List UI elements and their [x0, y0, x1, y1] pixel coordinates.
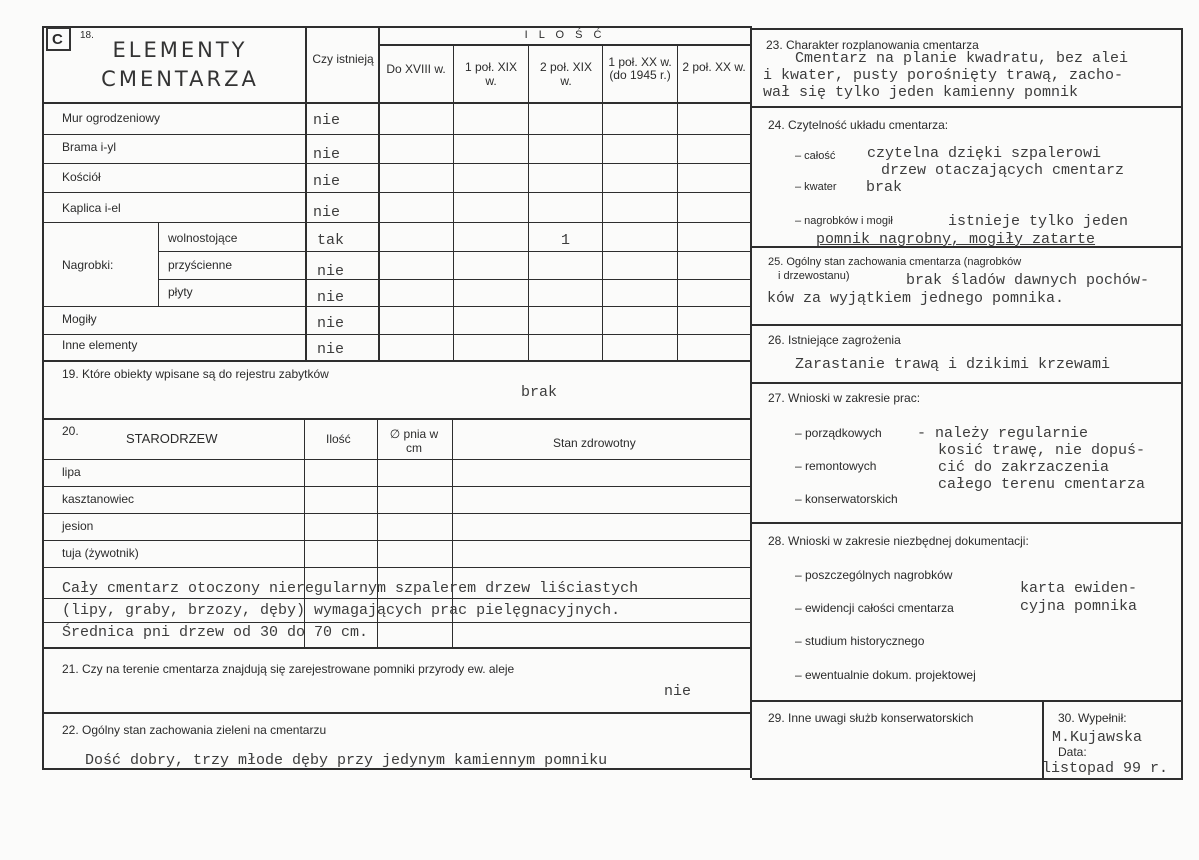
card-letter-box	[46, 27, 71, 51]
row-label-kosciol: Kościół	[62, 170, 101, 184]
section-28-nagrobkow: – poszczególnych nagrobków	[795, 568, 953, 582]
row-label-mogily: Mogiły	[62, 312, 97, 326]
trees-note-line-2: (lipy, graby, brzozy, dęby) wymagających prac pielęgnacyjnych.	[62, 602, 621, 619]
period-2pol-xix: 2 poł. XIX w.	[539, 60, 593, 88]
row-value-kosciol: nie	[313, 173, 341, 190]
section-23-line-1: Cmentarz na planie kwadratu, bez alei	[795, 50, 1129, 67]
section-28-ewidencji: – ewidencji całości cmentarza	[795, 601, 954, 615]
section-30-name: M.Kujawska	[1052, 729, 1143, 746]
section-20-number: 20.	[62, 424, 79, 438]
row-label-przyscienne: przyścienne	[168, 258, 233, 272]
tree-lipa: lipa	[62, 465, 81, 479]
section-27-porzadkowe: – porządkowych	[795, 426, 882, 440]
col-diameter-header: ∅ pnia w cm	[389, 427, 439, 455]
section-23-line-2: i kwater, pusty porośnięty trawą, zacho-	[763, 67, 1124, 84]
section-28-projektowej: – ewentualnie dokum. projektowej	[795, 668, 976, 682]
section-28-studium: – studium historycznego	[795, 634, 925, 648]
period-1pol-xx: 1 poł. XX w. (do 1945 r.)	[608, 55, 672, 82]
row-label-wolnostojace: wolnostojące	[168, 231, 238, 245]
section-27-line-3: cić do zakrzaczenia	[938, 459, 1110, 476]
section-23-label: 23. Charakter rozplanowania cmentarza	[766, 38, 979, 52]
tree-jesion: jesion	[62, 519, 94, 533]
period-2pol-xx: 2 poł. XX w.	[682, 60, 746, 74]
section-21-label: 21. Czy na terenie cmentarza znajdują się zarejestrowane pomniki przyrody ew. aleje	[62, 662, 515, 676]
col-qty-header: Ilość	[326, 432, 351, 446]
section-24-kwater-value: brak	[866, 179, 903, 196]
section-24-nagrobki-label: – nagrobków i mogił	[795, 215, 893, 227]
section-22-value: Dość dobry, trzy młode dęby przy jedynym kamiennym pomniku	[85, 752, 608, 769]
row-value-brama: nie	[313, 146, 341, 163]
section-22-label: 22. Ogólny stan zachowania zieleni na cmentarzu	[62, 723, 327, 737]
section-24-kwater-label: – kwater	[795, 181, 837, 193]
section-23-line-3: wał się tylko jeden kamienny pomnik	[763, 84, 1079, 101]
row-label-kaplica: Kaplica i-el	[62, 201, 121, 215]
section-26-label: 26. Istniejące zagrożenia	[768, 333, 901, 347]
section-27-label: 27. Wnioski w zakresie prac:	[768, 391, 921, 405]
tree-tuja: tuja (żywotnik)	[62, 546, 139, 560]
row-value-przyscienne: nie	[317, 263, 345, 280]
section-28-label: 28. Wnioski w zakresie niezbędnej dokumentacji:	[768, 534, 1029, 548]
row-label-mur: Mur ogrodzeniowy	[62, 111, 161, 125]
section-24-nagrobki-line-2: pomnik nagrobny, mogiły zatarte	[816, 231, 1096, 248]
nagrobki-label: Nagrobki:	[62, 258, 114, 272]
section-25-label-1: 25. Ogólny stan zachowania cmentarza (nagrobków	[768, 256, 1022, 268]
section-24-label: 24. Czytelność układu cmentarza:	[768, 118, 949, 132]
row-label-brama: Brama i-yl	[62, 140, 117, 154]
section-19-label: 19. Które obiekty wpisane są do rejestru zabytków	[62, 367, 329, 381]
section-27-remontowe: – remontowych	[795, 459, 877, 473]
row-label-plyty: płyty	[168, 285, 193, 299]
section-30-date-label: Data:	[1058, 745, 1087, 759]
section-24-calosc-label: – całość	[795, 150, 836, 162]
section-21-value: nie	[664, 683, 692, 700]
title-line-2: CMENTARZA	[101, 67, 259, 91]
section-25-label-2: i drzewostanu)	[778, 270, 850, 282]
section-25-line-1: brak śladów dawnych pochów-	[906, 272, 1150, 289]
section-30-date: listopad 99 r.	[1042, 760, 1169, 777]
quantity-header: I L O Ś Ć	[524, 29, 606, 41]
section-30-label: 30. Wypełnił:	[1058, 711, 1127, 725]
row-label-inne: Inne elementy	[62, 338, 138, 352]
col-health-header: Stan zdrowotny	[553, 436, 636, 450]
section-28-line-1: karta ewiden-	[1020, 580, 1138, 597]
section-24-calosc-line-2: drzew otaczających cmentarz	[881, 162, 1125, 179]
title-line-1: ELEMENTY	[112, 38, 248, 62]
trees-note-line-3: Średnica pni drzew od 30 do 70 cm.	[62, 624, 369, 641]
row-value-wolnostojace: tak	[317, 232, 345, 249]
section-27-line-4: całego terenu cmentarza	[938, 476, 1146, 493]
trees-note-line-1: Cały cmentarz otoczony nieregularnym szpalerem drzew liściastych	[62, 580, 639, 597]
section-18-number: 18.	[80, 30, 94, 41]
period-1pol-xix: 1 poł. XIX w.	[464, 60, 518, 88]
section-29-label: 29. Inne uwagi służb konserwatorskich	[768, 711, 974, 725]
row-value-mogily: nie	[317, 315, 345, 332]
row-value-inne: nie	[317, 341, 345, 358]
section-19-value: brak	[521, 384, 558, 401]
row-value-plyty: nie	[317, 289, 345, 306]
tree-kasztanowiec: kasztanowiec	[62, 492, 135, 506]
row-value-kaplica: nie	[313, 204, 341, 221]
card-letter: C	[52, 31, 63, 48]
section-25-line-2: ków za wyjątkiem jednego pomnika.	[767, 290, 1065, 307]
starodrzew-title: STARODRZEW	[126, 431, 218, 446]
section-27-line-1: - należy regularnie	[917, 425, 1089, 442]
section-24-nagrobki-line-1: istnieje tylko jeden	[948, 213, 1129, 230]
section-27-line-2: kosić trawę, nie dopuś-	[938, 442, 1146, 459]
section-28-line-2: cyjna pomnika	[1020, 598, 1138, 615]
col-exists-header: Czy istnieją	[312, 52, 374, 66]
period-xviii: Do XVIII w.	[386, 62, 446, 76]
section-24-calosc-line-1: czytelna dzięki szpalerowi	[867, 145, 1102, 162]
row-value-mur: nie	[313, 112, 341, 129]
elements-title	[80, 36, 280, 94]
section-27-konserwatorskie: – konserwatorskich	[795, 492, 898, 506]
section-26-value: Zarastanie trawą i dzikimi krzewami	[795, 356, 1111, 373]
row-qty-wolnostojace: 1	[561, 232, 571, 249]
